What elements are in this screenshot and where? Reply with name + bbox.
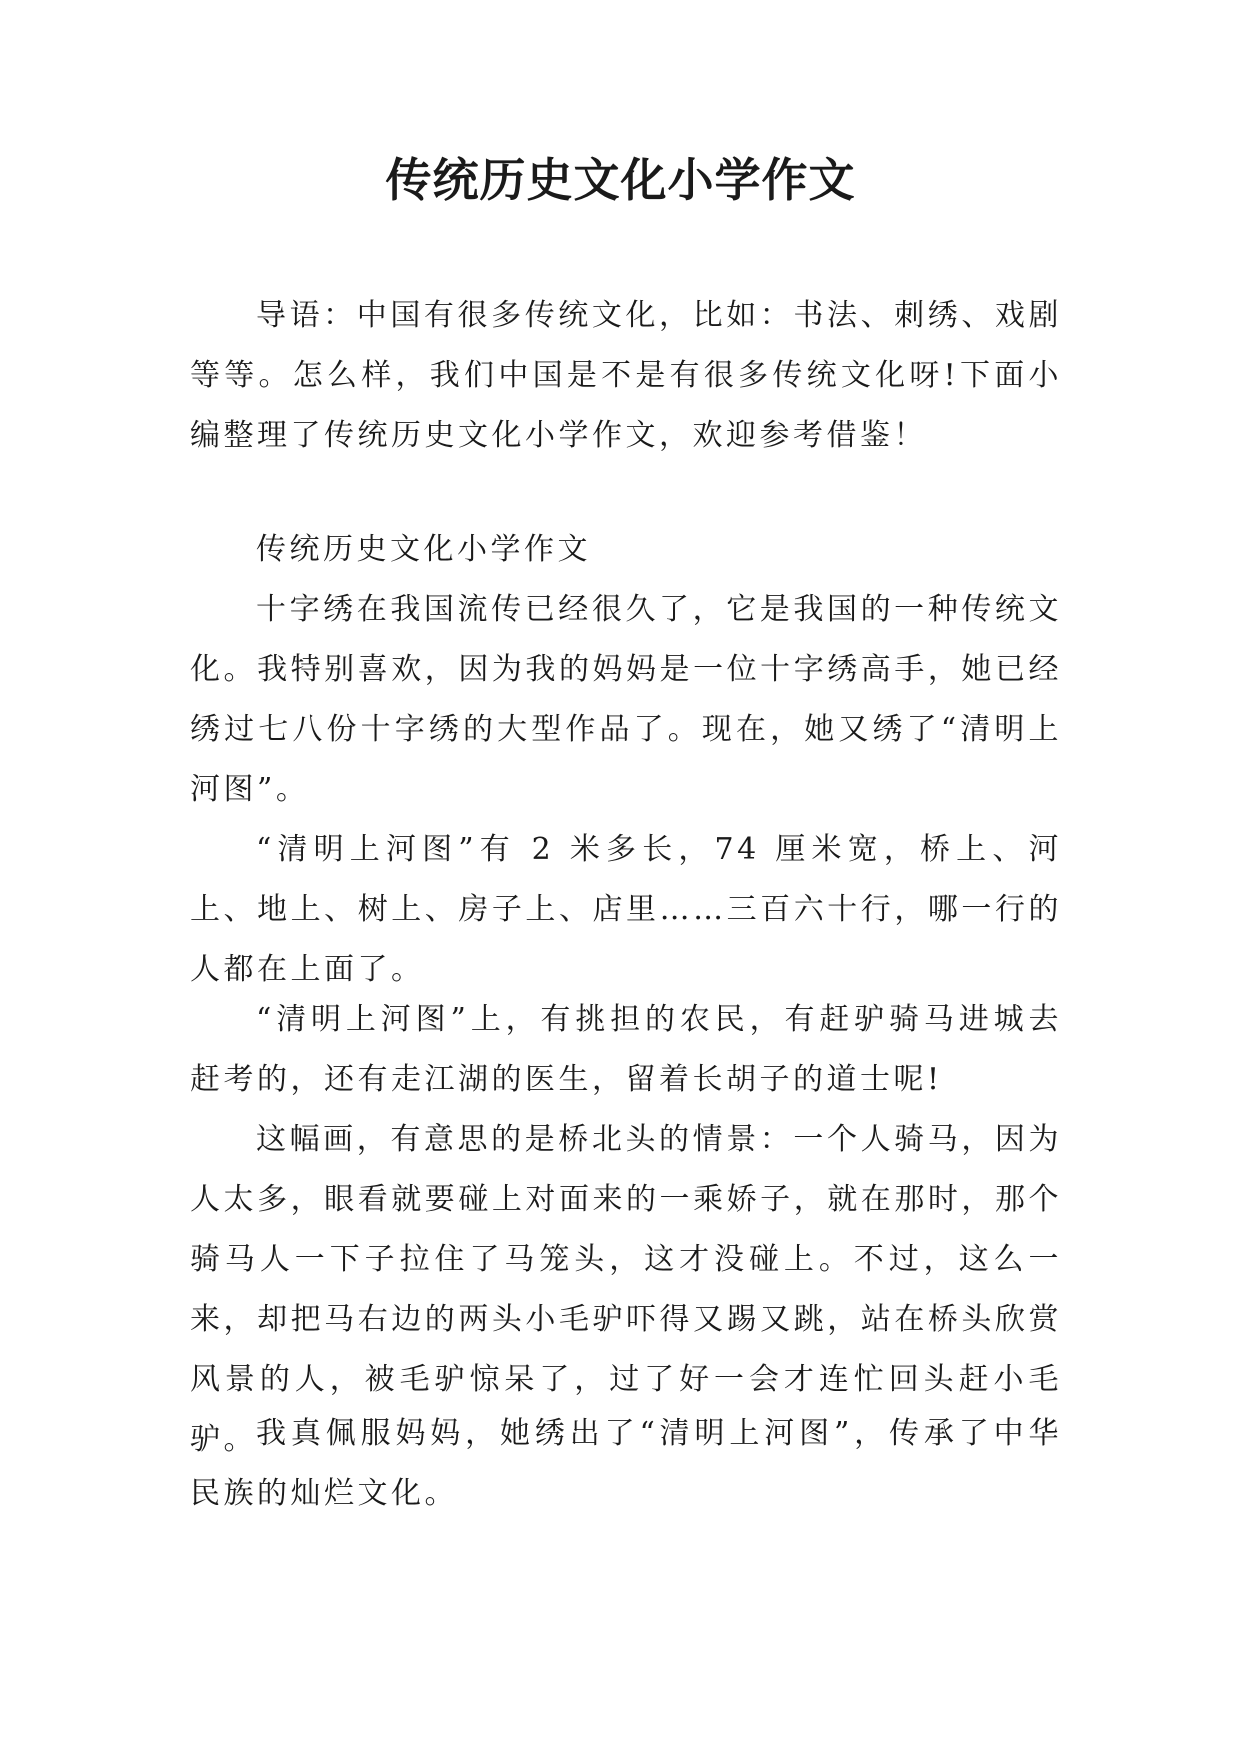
document-title: 传统历史文化小学作文	[385, 153, 856, 207]
body-paragraph-1: 十字绣在我国流传已经很久了，它是我国的一种传统文化。我特别喜欢，因为我的妈妈是一位十字绣高手，她已经绣过七八份十字绣的大型作品了。现在，她又绣了“清明上河图”。	[190, 592, 1062, 807]
body-paragraph-5: 我真佩服妈妈，她绣出了“清明上河图”，传承了中华民族的灿烂文化。	[190, 1416, 1062, 1511]
body-paragraph-3: “清明上河图”上，有挑担的农民，有赶驴骑马进城去赶考的，还有走江湖的医生，留着长胡子的道士呢!	[190, 1002, 1062, 1097]
body-paragraph-4: 这幅画，有意思的是桥北头的情景：一个人骑马，因为人太多，眼看就要碰上对面来的一乘娇子，就在那时，那个骑马人一下子拉住了马笼头，这才没碰上。不过，这么一来，却把马右边的两头小毛驴吓得又踢又跳，站在桥头欣赏风景的人，被毛驴惊呆了，过了好一会才连忙回头赶小毛驴。	[190, 1122, 1062, 1457]
body-paragraph-2: “清明上河图”有 2 米多长，74 厘米宽，桥上、河上、地上、树上、房子上、店里……三百六十行，哪一行的人都在上面了。	[190, 832, 1062, 987]
section-heading: 传统历史文化小学作文	[256, 532, 591, 567]
intro-paragraph: 导语：中国有很多传统文化，比如：书法、刺绣、戏剧等等。怎么样，我们中国是不是有很多传统文化呀!下面小编整理了传统历史文化小学作文，欢迎参考借鉴！	[190, 298, 1062, 453]
